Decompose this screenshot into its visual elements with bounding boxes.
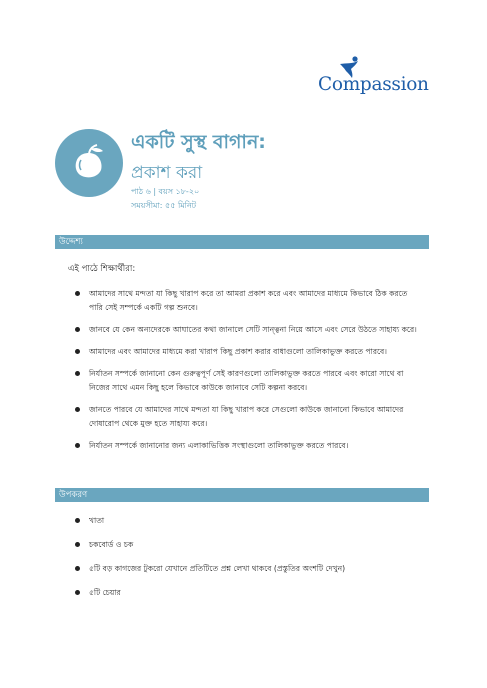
lesson-duration: সময়সীমা: ৫৫ মিনিট (131, 201, 197, 210)
bullet-dot (75, 566, 80, 571)
lesson-age: পাঠ ৬ | বয়স ১৮-২০ (131, 187, 200, 196)
lesson-icon-circle (55, 129, 123, 197)
bullet-dot (75, 291, 80, 296)
lesson-title: একটি সুস্থ বাগান: (131, 131, 266, 153)
list-item: আমাদের সাথে মন্দতা যা কিছু খারাপ করে তা আমরা প্রকাশ করে এবং আমাদের মাধ্যমে কিভাবে ঠিক করতে পারি সেই সম্পর্কে একটি গল্প শুনবে। (75, 287, 420, 315)
list-item: নির্যাতন সম্পর্কে জানানোর জন্য এলাকাভিত্তিক সংস্থাগুলো তালিকাভুক্ত করতে পারবে। (75, 439, 420, 453)
lesson-subtitle: প্রকাশ করা (131, 163, 203, 183)
list-item: ৫টি চেয়ার (75, 586, 420, 600)
list-item: চকবোর্ড ও চক (75, 538, 420, 552)
list-item: ৫টি বড় কাগজের টুকরো যেখানে প্রতিটিতে প্রশ্ন লেখা থাকবে (প্রস্তুতির অংশটি দেখুন) (75, 562, 420, 576)
list-item: আমাদের এবং আমাদের মাধ্যমে করা খারাপ কিছু প্রকাশ করার বাধাগুলো তালিকাভুক্ত করতে পারবে। (75, 345, 420, 359)
bullet-dot (75, 518, 80, 523)
materials-heading: উপকরণ (55, 488, 429, 502)
bullet-dot (75, 443, 80, 448)
list-item: জানতে পারবে যে আমাদের সাথে মন্দতা যা কিছু খারাপ করে সেগুলো কাউকে জানানো কিভাবে আমাদের দোষারোপ থেকে মুক্ত হতে সাহায্য করে। (75, 403, 420, 431)
objectives-intro: এই পাঠে শিক্ষার্থীরা: (68, 264, 136, 274)
list-item: খাতা (75, 514, 420, 528)
objectives-heading: উদ্দেশ্য (55, 235, 429, 249)
compassion-logo (318, 58, 436, 102)
materials-list (75, 514, 420, 610)
bullet-dot (75, 590, 80, 595)
objectives-list (75, 287, 420, 461)
bullet-dot (75, 327, 80, 332)
mango-icon (69, 143, 109, 183)
list-item: নির্যাতন সম্পর্কে জানানো কেন গুরুত্বপূর্ণ সেই কারণগুলো তালিকাভুক্ত করতে পারবে এবং কারো সাথে বা নিজের সাথে এমন কিছু হলে কিভাবে কাউকে জানাবে সেটি কল্পনা করবে। (75, 367, 420, 395)
brand-name: Compassion (318, 74, 429, 95)
bullet-dot (75, 542, 80, 547)
bullet-dot (75, 407, 80, 412)
list-item: জানবে যে কেন অন্যদেরকে আঘাতের কথা জানালে সেটি সান্ত্বনা নিয়ে আসে এবং সেরে উঠতে সাহায্য করে। (75, 323, 420, 337)
bullet-dot (75, 371, 80, 376)
bullet-dot (75, 349, 80, 354)
